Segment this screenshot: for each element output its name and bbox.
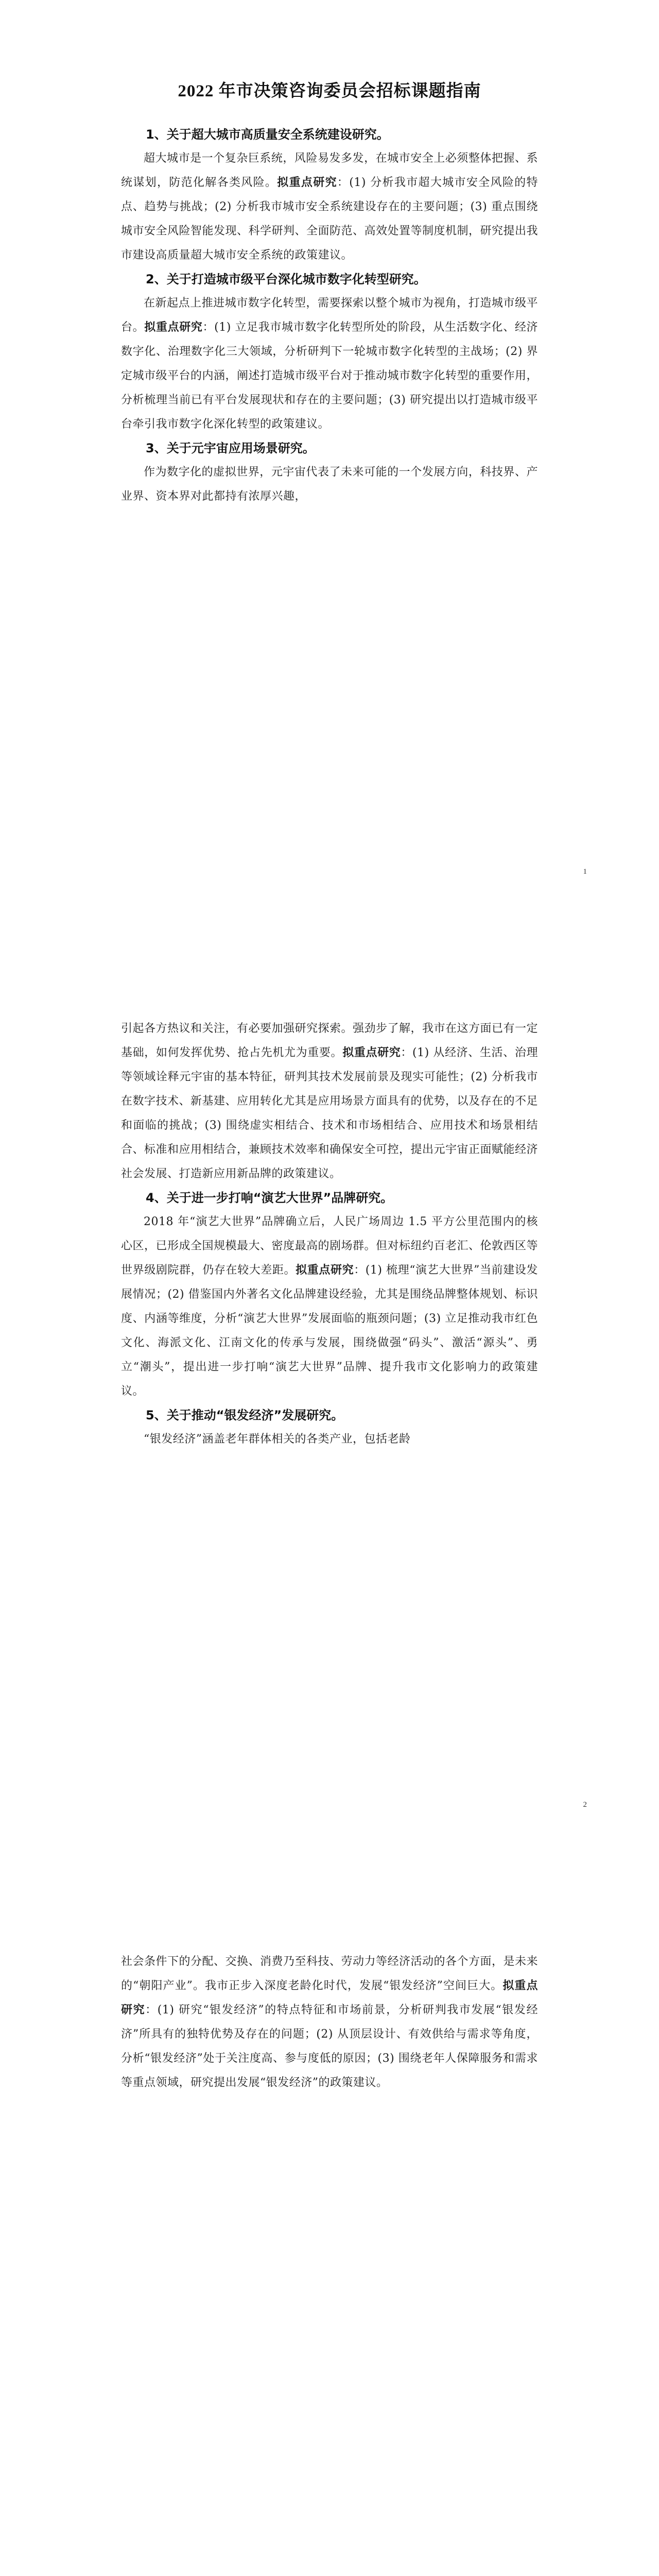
section-5-focus: ：(1) 研究“银发经济”的特点特征和市场前景，分析研判我市发展“银发经济”所具有的独特优势及存在的问题；(2) 从顶层设计、有效供给与需求等角度，分析“银发经济”处于关注度高、参与度低的原因；(3) 围绕老年人保障服务和需求等重点领域，研究提出发展“银发经济”的政策建议。 (121, 2004, 538, 2089)
page-1 (0, 0, 659, 933)
section-4-focus-label: 拟重点研究 (296, 1264, 354, 1277)
section-3-focus: ：(1) 从经济、生活、治理等领域诠释元宇宙的基本特征，研判其技术发展前景及现实可能性；(2) 分析我市在数字技术、新基建、应用转化尤其是应用场景方面具有的优势，以及存在的不足和面临的挑战；(3) 围绕虚实相结合、技术和市场相结合、应用技术和场景相结合、标准和应用相结合，兼顾技术效率和确保安全可控，提出元宇宙正面赋能经济社会发展、打造新应用新品牌的政策建议。 (121, 1046, 539, 1180)
page-number: 1 (583, 868, 587, 876)
section-1-body (121, 146, 538, 267)
section-3-body-part2 (121, 1016, 538, 1186)
section-1-intro: 超大城市是一个复杂巨系统，风险易发多发，在城市安全上必须整体把握、系统谋划，防范化解各类风险。 (121, 152, 538, 189)
page-1-content (121, 123, 538, 509)
page-3 (0, 1866, 659, 2576)
section-2-heading: 2、关于打造城市级平台深化城市数字化转型研究。 (146, 272, 426, 286)
page-3-content (121, 1950, 538, 2095)
page-2-content (121, 1016, 538, 1451)
section-5-heading: 5、关于推动“银发经济”发展研究。 (146, 1408, 344, 1422)
document-title: 2022 年市决策咨询委员会招标课题指南 (178, 82, 481, 100)
section-4-intro: 2018 年“演艺大世界”品牌确立后，人民广场周边 1.5 平方公里范围内的核心区，已形成全国规模最大、密度最高的剧场群。但对标纽约百老汇、伦敦西区等世界级剧院群，仍存在较大差距。 (121, 1215, 539, 1277)
section-1-focus-label: 拟重点研究 (277, 176, 337, 189)
page-2 (0, 933, 659, 1866)
section-5-intro-continued: 社会条件下的分配、交换、消费乃至科技、劳动力等经济活动的各个方面，是未来的“朝阳产业”。我市正步入深度老龄化时代，发展“银发经济”空间巨大。 (121, 1955, 539, 1992)
section-4-heading: 4、关于进一步打响“演艺大世界”品牌研究。 (146, 1191, 393, 1205)
section-3-intro-continued: 引起各方热议和关注，有必要加强研究探索。强劲步了解，我市在这方面已有一定基础，如何发挥优势、抢占先机尤为重要。 (121, 1022, 539, 1059)
section-5-body-part1: “银发经济”涵盖老年群体相关的各类产业，包括老龄 (144, 1433, 411, 1446)
page-number: 2 (583, 1801, 587, 1809)
section-2-intro: 在新起点上推进城市数字化转型，需要探索以整个城市为视角，打造城市级平台。 (121, 297, 538, 334)
section-4-body (121, 1210, 538, 1403)
section-2-focus: ：(1) 立足我市城市数字化转型所处的阶段，从生活数字化、经济数字化、治理数字化三大领域，分析研判下一轮城市数字化转型的主战场；(2) 界定城市级平台的内涵，阐述打造城市级平台对于推动城市数字化转型的重要作用，分析梳理当前已有平台发展现状和存在的主要问题；(3) 研究提出以打造城市级平台牵引我市数字化深化转型的政策建议。 (121, 321, 539, 431)
section-5-focus-label: 拟重点研究 (121, 1979, 538, 2016)
section-4-focus: ：(1) 梳理“演艺大世界”当前建设发展情况；(2) 借鉴国内外著名文化品牌建设经验，尤其是围绕品牌整体规划、标识度、内涵等维度，分析“演艺大世界”发展面临的瓶颈问题；(3) 立足推动我市红色文化、海派文化、江南文化的传承与发展，围绕做强“码头”、激活“源头”、勇立“潮头”，提出进一步打响“演艺大世界”品牌、提升我市文化影响力的政策建议。 (121, 1264, 538, 1398)
section-2-body (121, 291, 538, 436)
section-1-focus: ：(1) 分析我市超大城市安全风险的特点、趋势与挑战；(2) 分析我市城市安全系统建设存在的主要问题；(3) 重点围绕城市安全风险智能发现、科学研判、全面防范、高效处置等制度机制，研究提出我市建设高质量超大城市安全系统的政策建议。 (121, 176, 539, 262)
section-5-body-part2 (121, 1950, 538, 2095)
section-3-heading: 3、关于元宇宙应用场景研究。 (146, 441, 315, 455)
section-3-body-part1: 作为数字化的虚拟世界，元宇宙代表了未来可能的一个发展方向，科技界、产业界、资本界对此都持有浓厚兴趣， (121, 466, 538, 503)
section-3-focus-label: 拟重点研究 (342, 1046, 401, 1059)
section-2-focus-label: 拟重点研究 (144, 321, 203, 334)
section-1-heading: 1、关于超大城市高质量安全系统建设研究。 (146, 127, 389, 142)
